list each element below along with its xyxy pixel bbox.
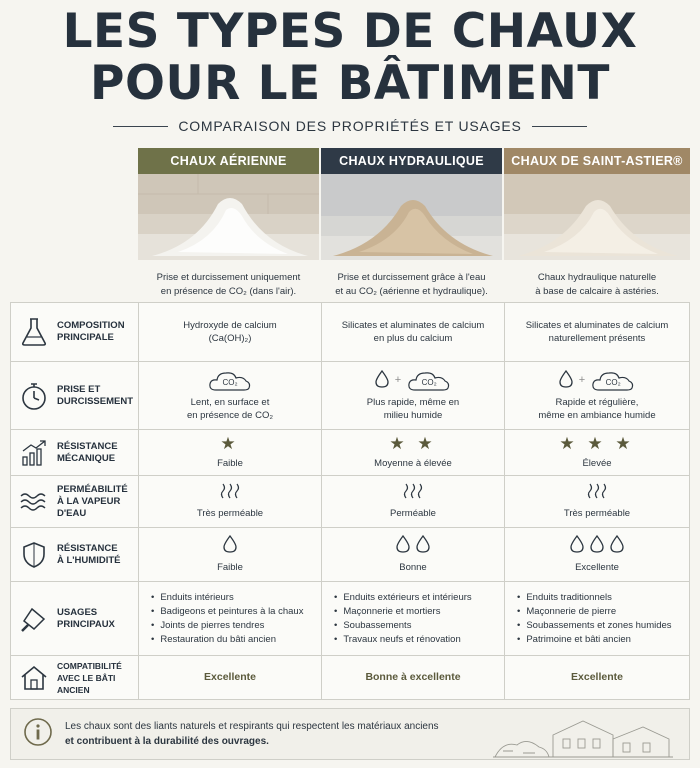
comparison-table [10,302,690,700]
steam-icon [402,483,424,503]
list-item: • Joints de pierres tendres [151,619,321,633]
star-rating: ★ ★ ★ [559,434,635,453]
list-item: • Restauration du bâti ancien [151,633,321,647]
subtitle-rule-right [532,126,587,127]
title-line-1: LES TYPES DE CHAUX [62,4,638,59]
subtitle: COMPARAISON DES PROPRIÉTÉS ET USAGES [178,118,522,134]
cell-resistance-aerienne: ★ Faible [138,430,321,475]
cell-prise-hydraulique: + CO₂ Plus rapide, même en milieu humide [321,362,504,429]
steam-icon [586,483,608,503]
column-header-astier: CHAUX DE SAINT-ASTIER® [504,148,690,174]
lime-pile-image-hydraulique [321,174,502,260]
list-item: • Badigeons et peintures à la chaux [151,605,321,619]
list-item: • Soubassements et zones humides [517,619,689,633]
cell-prise-astier: + CO₂ Rapide et régulière, même en ambiance humide [504,362,689,429]
shield-icon [11,541,57,569]
list-item: • Patrimoine et bâti ancien [517,633,689,647]
footer-line-2: et contribuent à la durabilité des ouvrages. [65,736,269,747]
info-footer [10,708,690,760]
cell-composition-aerienne: Hydroxyde de calcium (Ca(OH)₂) [138,303,321,361]
cell-usages-astier [504,582,689,655]
cell-humidite-astier: Excellente [504,528,689,581]
column-header-aerienne: CHAUX AÉRIENNE [138,148,319,174]
cell-humidite-hydraulique: Bonne [321,528,504,581]
water-drop-icon [559,370,573,392]
row-prise: PRISE ET DURCISSEMENT CO₂ Lent, en surface et en présence de CO₂ + CO₂ Plus rapide, même en milieu humide + CO₂ Rapide et régulière, même en ambiance humide [11,361,689,429]
column-header-hydraulique: CHAUX HYDRAULIQUE [321,148,502,174]
old-building-illustration [483,711,683,763]
column-desc-astier: Chaux hydraulique naturelle à base de calcaire à astéries. [535,272,659,297]
page-title [0,6,700,110]
co2-cloud-icon: CO₂ [591,370,635,392]
cell-usages-aerienne [138,582,321,655]
water-drop-icon [223,535,237,557]
usages-list [322,591,504,647]
list-item: • Maçonnerie et mortiers [334,605,504,619]
cell-usages-hydraulique [321,582,504,655]
cell-compatibilite-astier: Excellente [504,656,689,699]
subtitle-rule-left [113,126,168,127]
cell-composition-astier: Silicates et aluminates de calcium naturellement présents [504,303,689,361]
row-usages: USAGES PRINCIPAUX • Enduits intérieurs • Badigeons et peintures à la chaux • Joints de pierres tendres • Restauration du bâti ancien • Enduits extérieurs et intérieurs • Maçonnerie et mortiers • Soubassements • Travaux neufs et rénovation • Enduits traditionnels • Maçonnerie de pierre • Soubassements et zones humides • Patrimoine et bâti ancien [11,581,689,655]
house-icon [11,665,57,691]
usages-list [139,591,321,647]
flask-icon [11,317,57,347]
list-item: • Enduits intérieurs [151,591,321,605]
list-item: • Enduits traditionnels [517,591,689,605]
list-item: • Soubassements [334,619,504,633]
title-line-2: POUR LE BÂTIMENT [90,56,610,111]
lime-pile-image-aerienne [138,174,319,260]
usages-list [505,591,689,647]
row-resistance: RÉSISTANCE MÉCANIQUE ★ Faible ★ ★ Moyenne à élevée ★ ★ ★ Élevée [11,429,689,475]
water-drop-icon [570,535,584,557]
row-composition: COMPOSITION PRINCIPALE Hydroxyde de calcium (Ca(OH)₂) Silicates et aluminates de calcium en plus du calcium Silicates et aluminates de calcium naturellement présents [11,303,689,361]
cell-resistance-hydraulique: ★ ★ Moyenne à élevée [321,430,504,475]
lime-pile-image-astier [504,174,690,260]
water-drop-icon [375,370,389,392]
bar-growth-icon [11,439,57,467]
info-icon [23,717,53,751]
vapor-waves-icon [11,491,57,513]
water-drop-icon [416,535,430,557]
list-item: • Maçonnerie de pierre [517,605,689,619]
cell-permeabilite-aerienne: Très perméable [138,476,321,527]
cell-resistance-astier: ★ ★ ★ Élevée [504,430,689,475]
water-drop-icon [590,535,604,557]
cell-compatibilite-aerienne: Excellente [138,656,321,699]
stopwatch-icon [11,381,57,411]
row-humidite: RÉSISTANCE À L'HUMIDITÉ Faible Bonne Excellente [11,527,689,581]
list-item: • Enduits extérieurs et intérieurs [334,591,504,605]
star-rating: ★ [220,434,240,453]
trowel-icon [11,605,57,633]
cell-composition-hydraulique: Silicates et aluminates de calcium en plus du calcium [321,303,504,361]
column-desc-aerienne: Prise et durcissement uniquement en présence de CO₂ (dans l'air). [156,272,301,297]
star-rating: ★ ★ [389,434,437,453]
column-desc-hydraulique: Prise et durcissement grâce à l'eau et au CO₂ (aérienne et hydraulique). [335,272,488,297]
co2-cloud-icon: CO₂ [208,370,252,392]
cell-permeabilite-hydraulique: Perméable [321,476,504,527]
cell-permeabilite-astier: Très perméable [504,476,689,527]
water-drop-icon [610,535,624,557]
list-item: • Travaux neufs et rénovation [334,633,504,647]
cell-prise-aerienne: CO₂ Lent, en surface et en présence de CO₂ [138,362,321,429]
footer-line-1: Les chaux sont des liants naturels et respirants qui respectent les matériaux anciens [65,721,439,732]
row-label: COMPOSITION [57,320,125,331]
co2-cloud-icon: CO₂ [407,370,451,392]
row-compatibilite: COMPATIBILITÉ AVEC LE BÂTI ANCIEN Excellente Bonne à excellente Excellente [11,655,689,699]
water-drop-icon [396,535,410,557]
cell-compatibilite-hydraulique: Bonne à excellente [321,656,504,699]
cell-humidite-aerienne: Faible [138,528,321,581]
steam-icon [219,483,241,503]
subtitle-row [0,116,700,136]
row-permeabilite: PERMÉABILITÉ À LA VAPEUR D'EAU Très perméable Perméable Très perméable [11,475,689,527]
